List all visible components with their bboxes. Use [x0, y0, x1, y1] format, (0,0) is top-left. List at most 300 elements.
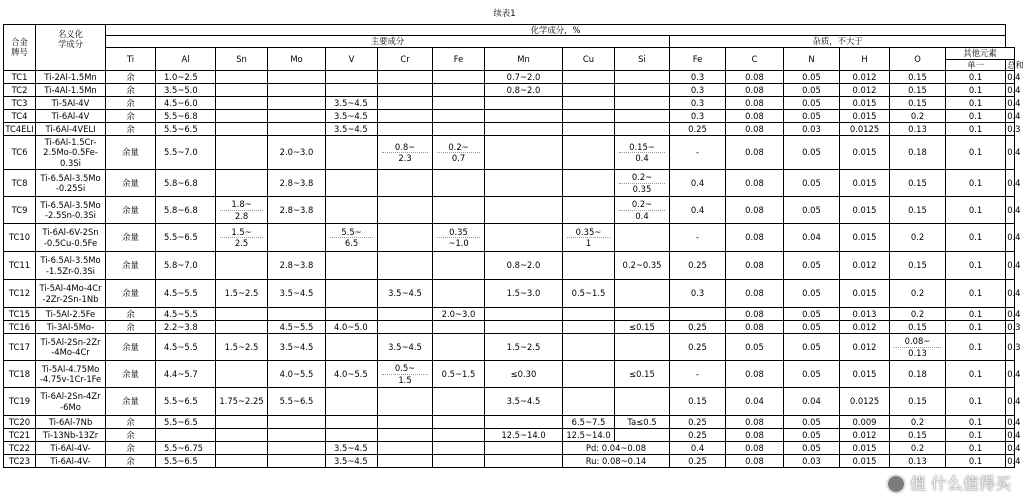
table-row [4, 110, 1015, 123]
cell-v [326, 280, 378, 308]
table-row [4, 280, 1015, 308]
cell-o: 0.15 [890, 197, 946, 224]
cell-sn [216, 429, 268, 442]
cell-ti: 余 [106, 97, 156, 110]
value-line: 0.4 [619, 210, 665, 222]
cell-fe [433, 280, 485, 308]
cell-name [36, 84, 106, 97]
cell-mn [485, 455, 563, 468]
cell-h: 0.015 [840, 455, 890, 468]
col-header: Fe [433, 48, 485, 71]
cell-cr [378, 321, 433, 334]
cell-cu [563, 110, 615, 123]
table-row [4, 170, 1015, 197]
cell-grade: TC10 [4, 224, 36, 252]
cell-fe: 2.0~3.0 [433, 308, 485, 321]
cell-i-fe: 0.4 [670, 442, 726, 455]
cell-c: 0.08 [726, 442, 784, 455]
col-header: Si [615, 48, 670, 71]
col-header: Al [156, 48, 216, 71]
cell-h: 0.015 [840, 197, 890, 224]
cell-n: 0.03 [784, 455, 840, 468]
cell-v: 4.0~5.0 [326, 321, 378, 334]
cell-h: 0.013 [840, 308, 890, 321]
cell-mo [268, 123, 326, 136]
header-main-components: 主要成分 [106, 36, 670, 48]
name-line: Ti-6Al-4V [51, 110, 90, 121]
cell-cr [378, 361, 433, 388]
cell-cr [378, 224, 433, 252]
cell-grade: TC11 [4, 252, 36, 280]
cell-grade: TC1 [4, 71, 36, 84]
cell-fe [433, 455, 485, 468]
cell-v [326, 416, 378, 429]
cell-sn [216, 170, 268, 197]
cell-o: 0.15 [890, 388, 946, 416]
cell-i-fe: 0.25 [670, 252, 726, 280]
cell-fe [433, 416, 485, 429]
cell-cr [378, 388, 433, 416]
col-header: Mo [268, 48, 326, 71]
cell-name [36, 455, 106, 468]
cell-sn [216, 442, 268, 455]
cell-al: 2.2~3.8 [156, 321, 216, 334]
cell-name [36, 321, 106, 334]
cell-n: 0.04 [784, 388, 840, 416]
name-line: 2.5Mo-0.5Fe- [43, 147, 98, 158]
cell-c: 0.08 [726, 224, 784, 252]
name-line: -4.75v-1Cr-1Fe [39, 374, 102, 384]
table-title: 续表1 [493, 7, 516, 18]
table-row [4, 252, 1015, 280]
name-line: Ti-6Al-4V- [50, 442, 91, 453]
cell-n: 0.05 [784, 442, 840, 455]
cell-cu [563, 97, 615, 110]
cell-sn [216, 224, 268, 252]
cell-total: 0.4 [1007, 71, 1021, 82]
cell-grade: TC19 [4, 388, 36, 416]
cell-sn: 1.75~2.25 [216, 388, 268, 416]
cell-total: 0.4 [1006, 280, 1015, 308]
cell-c: 0.08 [726, 308, 784, 321]
value-line: 0.5~ [394, 363, 416, 373]
cell-c: 0.08 [726, 97, 784, 110]
cell-grade: TC16 [4, 321, 36, 334]
cell-mn: 3.5~4.5 [485, 388, 563, 416]
value-line: 2.3 [382, 152, 428, 164]
name-line: Ti-5Al-4.75Mo [41, 363, 100, 374]
cell-v [326, 197, 378, 224]
cell-ti: 余量 [106, 197, 156, 224]
cell-v [326, 84, 378, 97]
cell-single: 0.1 [946, 388, 1006, 416]
cell-mo: 2.8~3.8 [268, 197, 326, 224]
cell-al: 4.5~5.5 [156, 308, 216, 321]
cell-total: 0.3 [1007, 123, 1021, 134]
table-row [4, 416, 1015, 429]
cell-grade: TC23 [4, 455, 36, 468]
name-line: -0.25Si [55, 183, 86, 193]
cell-total: 0.4 [1006, 252, 1015, 280]
cell-h: 0.015 [840, 442, 890, 455]
table-row [4, 429, 1015, 442]
watermark: 值 什么值得买 [886, 471, 1011, 495]
cell-al: 5.5~6.8 [156, 110, 216, 123]
cell-cu: 6.5~7.5 [563, 416, 615, 429]
table-row [4, 197, 1015, 224]
cell-n: 0.05 [784, 84, 840, 97]
col-header: Cu [563, 48, 615, 71]
cell-al: 5.8~7.0 [156, 252, 216, 280]
cell-n: 0.05 [784, 97, 840, 110]
cell-o: 0.18 [890, 361, 946, 388]
cell-grade: TC6 [4, 136, 36, 170]
cell-grade: TC18 [4, 361, 36, 388]
cell-i-fe: 0.3 [670, 110, 726, 123]
cell-fe [433, 429, 485, 442]
cell-n: 0.05 [784, 170, 840, 197]
cell-v [326, 224, 378, 252]
cell-ti: 余 [106, 84, 156, 97]
cell-total: 0.4 [1007, 416, 1021, 427]
cell-i-fe: 0.25 [670, 321, 726, 334]
cell-total: 0.4 [1006, 136, 1015, 170]
cell-cr [378, 84, 433, 97]
cell-o: 0.2 [890, 280, 946, 308]
col-header: H [840, 48, 890, 71]
cell-total: 0.4 [1006, 361, 1015, 388]
name-line: -0.5Cu-0.5Fe [43, 237, 98, 248]
cell-al: 5.5~6.5 [156, 416, 216, 429]
cell-mn [485, 170, 563, 197]
cell-cu [563, 197, 615, 224]
cell-cu: 0.5~1.5 [563, 280, 615, 308]
value-line: 6.5 [330, 237, 373, 249]
cell-al: 4.5~6.0 [156, 97, 216, 110]
cell-i-fe: 0.3 [670, 71, 726, 84]
header-alloy-grade: 合金 牌号 [4, 24, 36, 71]
cell-ti: 余量 [106, 334, 156, 361]
cell-name [36, 280, 106, 308]
cell-h: 0.0125 [840, 123, 890, 136]
cell-mn [485, 136, 563, 170]
cell-sn [216, 197, 268, 224]
cell-c: 0.08 [726, 429, 784, 442]
cell-grade: TC12 [4, 280, 36, 308]
cell-n: 0.05 [784, 280, 840, 308]
cell-grade: TC2 [4, 84, 36, 97]
cell-i-fe: - [670, 361, 726, 388]
cell-cu [563, 361, 615, 388]
cell-mn: 0.7~2.0 [485, 71, 563, 84]
cell-si [615, 123, 670, 136]
name-line: Ti-3Al-5Mo- [46, 321, 95, 332]
cell-name [36, 110, 106, 123]
cell-total: 0.4 [1006, 388, 1015, 416]
cell-si [615, 308, 670, 321]
cell-v [326, 308, 378, 321]
cell-al: 1.0~2.5 [156, 71, 216, 84]
cell-cr [378, 71, 433, 84]
cell-si [615, 197, 670, 224]
cell-al: 4.5~5.5 [156, 280, 216, 308]
cell-name [36, 416, 106, 429]
cell-ti: 余 [106, 110, 156, 123]
cell-mo: 2.0~3.0 [268, 136, 326, 170]
cell-mn [485, 442, 563, 455]
cell-fe [433, 442, 485, 455]
cell-ti: 余量 [106, 280, 156, 308]
cell-v [326, 252, 378, 280]
cell-mo [268, 71, 326, 84]
cell-mo: 5.5~6.5 [268, 388, 326, 416]
cell-v: 3.5~4.5 [326, 110, 378, 123]
value-line: 0.35 [619, 183, 665, 195]
cell-si [615, 429, 670, 442]
cell-o: 0.15 [890, 252, 946, 280]
cell-al: 5.5~6.75 [156, 442, 216, 455]
cell-c: 0.08 [726, 361, 784, 388]
cell-mo [268, 224, 326, 252]
cell-name [36, 308, 106, 321]
cell-i-fe: 0.25 [670, 416, 726, 429]
cell-n: 0.05 [784, 361, 840, 388]
cell-name [36, 361, 106, 388]
cell-sn [216, 252, 268, 280]
cell-total: 0.4 [1007, 97, 1021, 108]
cell-i-fe: 0.25 [670, 455, 726, 468]
cell-al: 5.5~6.5 [156, 224, 216, 252]
cell-mn: 1.5~3.0 [485, 280, 563, 308]
cell-al: 5.5~6.5 [156, 455, 216, 468]
table-body [4, 71, 1021, 468]
cell-cr [378, 197, 433, 224]
cell-cu: 12.5~14.0 [563, 429, 615, 442]
cell-total: 0.4 [1007, 84, 1021, 95]
name-line: Ti-6Al-6V-2Sn [42, 227, 99, 237]
cell-single: 0.1 [946, 224, 1006, 252]
cell-mo [268, 455, 326, 468]
cell-si [615, 170, 670, 197]
value-line: 2.5 [220, 237, 263, 249]
cell-total: 0.4 [1006, 224, 1015, 252]
cell-mo [268, 416, 326, 429]
col-header: N [784, 48, 840, 71]
cell-al: 5.8~6.8 [156, 170, 216, 197]
cell-v: 3.5~4.5 [326, 123, 378, 136]
cell-single: 0.1 [946, 416, 1006, 429]
value-line: 0.35 [449, 226, 468, 237]
cell-h: 0.015 [840, 136, 890, 170]
value-line: ~1.0 [437, 237, 480, 249]
cell-ti: 余量 [106, 388, 156, 416]
table-row [4, 71, 1015, 84]
cell-v: 3.5~4.5 [326, 455, 378, 468]
cell-o: 0.13 [890, 123, 946, 136]
cell-name [36, 97, 106, 110]
value-line: 0.13 [894, 347, 941, 359]
cell-sn: 1.5~2.5 [216, 334, 268, 361]
table-row [4, 321, 1015, 334]
cell-grade: TC4 [4, 110, 36, 123]
cell-h: 0.015 [840, 224, 890, 252]
cell-grade: TC22 [4, 442, 36, 455]
value-line: 1 [567, 237, 610, 249]
cell-mo [268, 442, 326, 455]
cell-o: 0.15 [890, 170, 946, 197]
cell-grade: TC3 [4, 97, 36, 110]
cell-c: 0.08 [726, 84, 784, 97]
cell-n: 0.05 [784, 136, 840, 170]
cell-ti: 余量 [106, 136, 156, 170]
cell-h: 0.012 [840, 71, 890, 84]
cell-mo: 2.8~3.8 [268, 252, 326, 280]
cell-c: 0.08 [726, 170, 784, 197]
cell-cr [378, 252, 433, 280]
cell-ti: 余 [106, 321, 156, 334]
cell-h: 0.015 [840, 280, 890, 308]
cell-name [36, 71, 106, 84]
cell-ti: 余 [106, 455, 156, 468]
cell-mo [268, 110, 326, 123]
value-line: 0.35~ [575, 226, 602, 237]
table-row [4, 97, 1015, 110]
name-line: Ti-2Al-1.5Mn [44, 71, 97, 82]
cell-si [615, 388, 670, 416]
col-header: Sn [216, 48, 268, 71]
table-row [4, 361, 1015, 388]
cell-n: 0.05 [784, 252, 840, 280]
cell-ti: 余 [106, 429, 156, 442]
cell-cr [378, 455, 433, 468]
cell-v [326, 136, 378, 170]
cell-n: 0.05 [784, 308, 840, 321]
name-line: Ti-5Al-2Sn-2Zr [40, 336, 101, 347]
cell-single: 0.1 [946, 361, 1006, 388]
cell-single: 0.1 [946, 321, 1006, 334]
cell-si [615, 84, 670, 97]
cell-cr [378, 97, 433, 110]
cell-fe [433, 123, 485, 136]
cell-o: 0.15 [890, 84, 946, 97]
value-line: 0.2~ [448, 141, 469, 152]
cell-si [615, 280, 670, 308]
name-line: -6Mo [60, 401, 81, 412]
cell-fe [433, 388, 485, 416]
cell-cu [563, 170, 615, 197]
cell-si [615, 334, 670, 361]
cell-n: 0.05 [784, 71, 840, 84]
cell-fe [433, 71, 485, 84]
cell-h: 0.015 [840, 97, 890, 110]
cell-single: 0.1 [946, 97, 1006, 110]
value-line: 0.08~ [904, 336, 931, 346]
name-line: Ti-6Al-7Nb [48, 416, 93, 427]
cell-cu [563, 388, 615, 416]
cell-c: 0.08 [726, 71, 784, 84]
cell-cr [378, 110, 433, 123]
cell-cr [378, 416, 433, 429]
value-line: 0.7 [437, 152, 480, 164]
cell-i-fe: 0.4 [670, 170, 726, 197]
cell-h: 0.0125 [840, 388, 890, 416]
cell-cu [563, 84, 615, 97]
table-row [4, 84, 1015, 97]
cell-mn: 0.8~2.0 [485, 84, 563, 97]
cell-cu [563, 321, 615, 334]
name-line: 0.3Si [60, 157, 81, 168]
cell-c: 0.08 [726, 252, 784, 280]
cell-ti: 余 [106, 308, 156, 321]
cell-name [36, 388, 106, 416]
cell-o: 0.2 [890, 442, 946, 455]
cell-v [326, 334, 378, 361]
cell-name [36, 442, 106, 455]
header-impurities: 杂质，不大于 [670, 36, 1006, 48]
cell-grade: TC20 [4, 416, 36, 429]
watermark-logo-icon [886, 474, 906, 494]
table-row [4, 455, 1015, 468]
cell-sn [216, 71, 268, 84]
value-line: 1.5 [382, 374, 428, 386]
header-total: 总和 [1007, 59, 1024, 70]
cell-name [36, 252, 106, 280]
cell-mo: 3.5~4.5 [268, 334, 326, 361]
cell-single: 0.1 [946, 252, 1006, 280]
cell-cr: 3.5~4.5 [378, 280, 433, 308]
cell-cr: 3.5~4.5 [378, 334, 433, 361]
cell-mn [485, 197, 563, 224]
cell-n: 0.05 [784, 321, 840, 334]
cell-mo [268, 429, 326, 442]
name-line: Ti-13Nb-13Zr [42, 429, 99, 440]
cell-i-fe: 0.3 [670, 84, 726, 97]
cell-n: 0.05 [784, 429, 840, 442]
cell-cr [378, 170, 433, 197]
cell-fe [433, 97, 485, 110]
cell-mn [485, 224, 563, 252]
cell-ti: 余 [106, 416, 156, 429]
cell-cu [563, 334, 615, 361]
cell-si: ≤0.15 [615, 321, 670, 334]
name-line: Ti-6Al-2Sn-4Zr [40, 391, 101, 401]
cell-grade: TC8 [4, 170, 36, 197]
cell-mn: 0.8~2.0 [485, 252, 563, 280]
cell-sn [216, 321, 268, 334]
cell-c: 0.08 [726, 280, 784, 308]
cell-ti: 余量 [106, 361, 156, 388]
cell-grade: TC21 [4, 429, 36, 442]
cell-o: 0.15 [890, 71, 946, 84]
cell-sn [216, 123, 268, 136]
cell-i-fe: - [670, 136, 726, 170]
cell-total: 0.3 [1006, 334, 1015, 361]
cell-h: 0.015 [840, 361, 890, 388]
cell-grade: TC9 [4, 197, 36, 224]
cell-mn: 1.5~2.5 [485, 334, 563, 361]
cell-c: 0.08 [726, 416, 784, 429]
cell-sn [216, 97, 268, 110]
name-line: Ti-6Al-4V- [50, 455, 91, 466]
name-line: Ti-6Al-1.5Cr- [44, 136, 97, 147]
table-row [4, 308, 1015, 321]
cell-fe [433, 252, 485, 280]
cell-al: 5.8~6.8 [156, 197, 216, 224]
col-header: Cr [378, 48, 433, 71]
cell-mn [485, 110, 563, 123]
cell-fe [433, 224, 485, 252]
cell-i-fe: 0.15 [670, 388, 726, 416]
